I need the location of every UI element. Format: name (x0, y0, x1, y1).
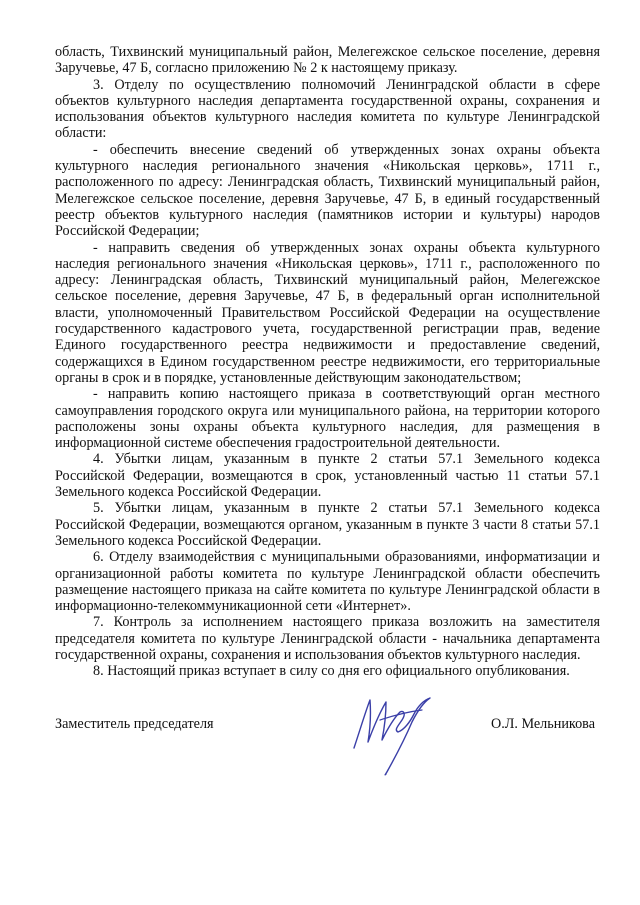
paragraph-item-3: 3. Отделу по осуществлению полномочий Ленинградской области в сфере объектов культурного наследия департамента государственной охраны, сохранения и использования объектов культурного наследия комитета по культуре Ленинградской области: (55, 76, 600, 142)
handwritten-signature (340, 690, 460, 780)
signatory-title: Заместитель председателя (55, 716, 214, 732)
signatory-name: О.Л. Мельникова (490, 716, 595, 732)
document-body (55, 44, 600, 680)
paragraph-item-7: 7. Контроль за исполнением настоящего приказа возложить на заместителя председателя комитета по культуре Ленинградской области - начальника департамента государственной охраны, сохранения и использования объектов культурного наследия. (55, 614, 600, 663)
paragraph-continuation: область, Тихвинский муниципальный район, Мелегежское сельское поселение, деревня Заручевье, 47 Б, согласно приложению № 2 к настоящему приказу. (55, 44, 600, 77)
paragraph-bullet-federal: - направить сведения об утвержденных зонах охраны объекта культурного наследия регионального значения «Никольская церковь», 1711 г., расположенного по адресу: Ленинградская область, Тихвинский муниципальный район, Мелегежское сельское поселение, деревня Заручевье, 47 Б, в федеральный орган исполнительной власти, уполномоченный Правительством Российской Федерации на осуществление государственного кадастрового учета, государственной регистрации прав, ведение Единого государственного реестра недвижимости и предоставление сведений, содержащихся в Едином государственном реестре недвижимости, его территориальные органы в срок и в порядке, установленные действующим законодательством; (55, 239, 600, 386)
paragraph-item-4: 4. Убытки лицам, указанным в пункте 2 статьи 57.1 Земельного кодекса Российской Федерации, возмещаются в срок, установленный частью 11 статьи 57.1 Земельного кодекса Российской Федерации. (55, 451, 600, 501)
paragraph-bullet-register: - обеспечить внесение сведений об утвержденных зонах охраны объекта культурного наследия регионального значения «Никольская церковь», 1711 г., расположенного по адресу: Ленинградская область, Тихвинский муниципальный район, Мелегежское сельское поселение, деревня Заручевье, 47 Б, в единый государственный реестр объектов культурного наследия (памятников истории и культуры) народов Российской Федерации; (55, 141, 600, 240)
paragraph-item-5: 5. Убытки лицам, указанным в пункте 2 статьи 57.1 Земельного кодекса Российской Федерации, возмещаются органом, указанным в пункте 3 части 8 статьи 57.1 Земельного кодекса Российской Федерации. (55, 500, 600, 549)
paragraph-item-8: 8. Настоящий приказ вступает в силу со дня его официального опубликования. (93, 663, 570, 680)
paragraph-item-6: 6. Отделу взаимодействия с муниципальными образованиями, информатизации и организационной работы комитета по культуре Ленинградской области обеспечить размещение настоящего приказа на сайте комитета по культуре Ленинградской области в информационно-телекоммуникационной сети «Интернет». (55, 549, 600, 615)
signature-block (55, 716, 600, 734)
paragraph-bullet-municipal: - направить копию настоящего приказа в соответствующий орган местного самоуправления городского округа или муниципального района, на территории которого расположены зоны охраны объекта культурного наследия, для размещения в информационной системе обеспечения градостроительной деятельности. (55, 386, 600, 452)
